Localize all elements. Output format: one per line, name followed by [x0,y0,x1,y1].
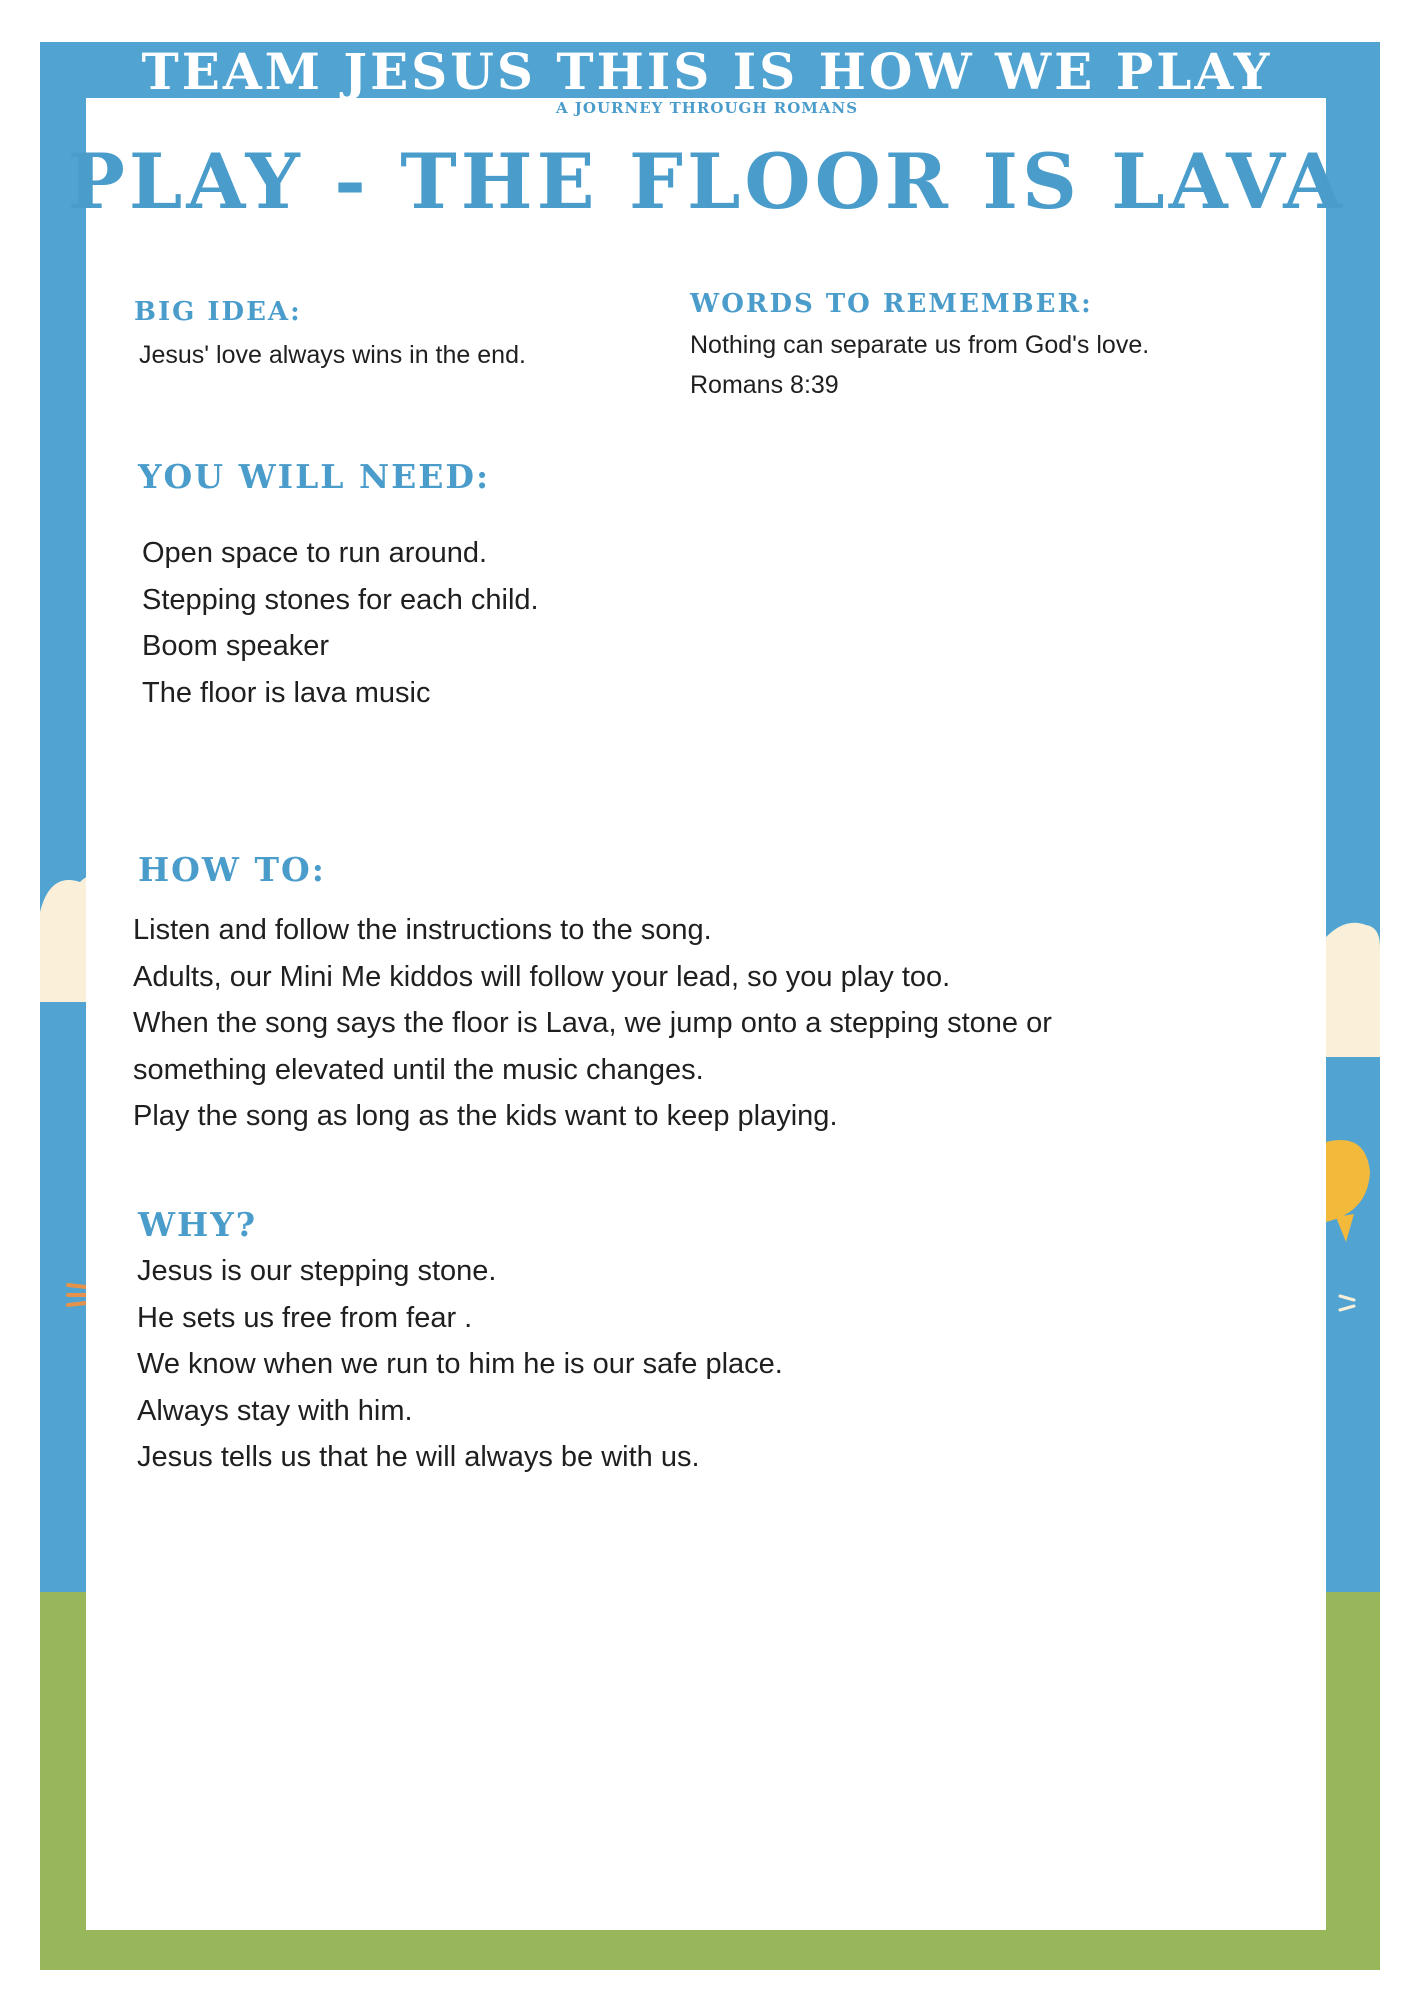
list-item: Stepping stones for each child. [142,583,539,616]
list-item: Boom speaker [142,630,329,662]
how-to-instructions [133,907,1052,1140]
reason-line: He sets us free from fear . [137,1301,473,1334]
instruction-line: Play the song as long as the kids want to keep playing. [133,1100,838,1132]
how-to-heading: HOW TO: [138,850,326,889]
instruction-line: Listen and follow the instructions to the song. [133,914,712,946]
reason-line: Jesus is our stepping stone. [137,1255,497,1287]
reason-line: Jesus tells us that he will always be with us. [137,1441,700,1473]
words-to-remember-heading: WORDS TO REMEMBER: [690,289,1093,319]
page-title: PLAY - THE FLOOR IS LAVA [67,137,1347,226]
instruction-line: something elevated until the music changes. [133,1053,704,1086]
words-to-remember-line: Nothing can separate us from God's love. [690,331,1150,359]
you-will-need-heading: YOU WILL NEED: [138,457,491,496]
instruction-line: Adults, our Mini Me kiddos will follow your lead, so you play too. [133,960,951,993]
bird-icon [1336,1290,1366,1316]
big-idea-heading: BIG IDEA: [134,297,302,327]
reason-line: We know when we run to him he is our safe place. [137,1348,783,1380]
reason-line: Always stay with him. [137,1394,413,1427]
words-to-remember-reference: Romans 8:39 [690,371,839,399]
you-will-need-list [142,530,539,716]
why-heading: WHY? [138,1205,258,1244]
list-item: Open space to run around. [142,537,488,569]
why-reasons [137,1248,783,1481]
instruction-line: When the song says the floor is Lava, we jump onto a stepping stone or [133,1007,1052,1039]
header-subtitle: A JOURNEY THROUGH ROMANS [555,99,859,117]
header-title: TEAM JESUS THIS IS HOW WE PLAY [141,42,1273,101]
cloud-icon [1326,917,1380,1057]
big-idea-text: Jesus' love always wins in the end. [139,341,526,369]
list-item: The floor is lava music [142,676,431,709]
words-to-remember-text [690,325,1149,405]
sun-icon [1326,1122,1380,1242]
